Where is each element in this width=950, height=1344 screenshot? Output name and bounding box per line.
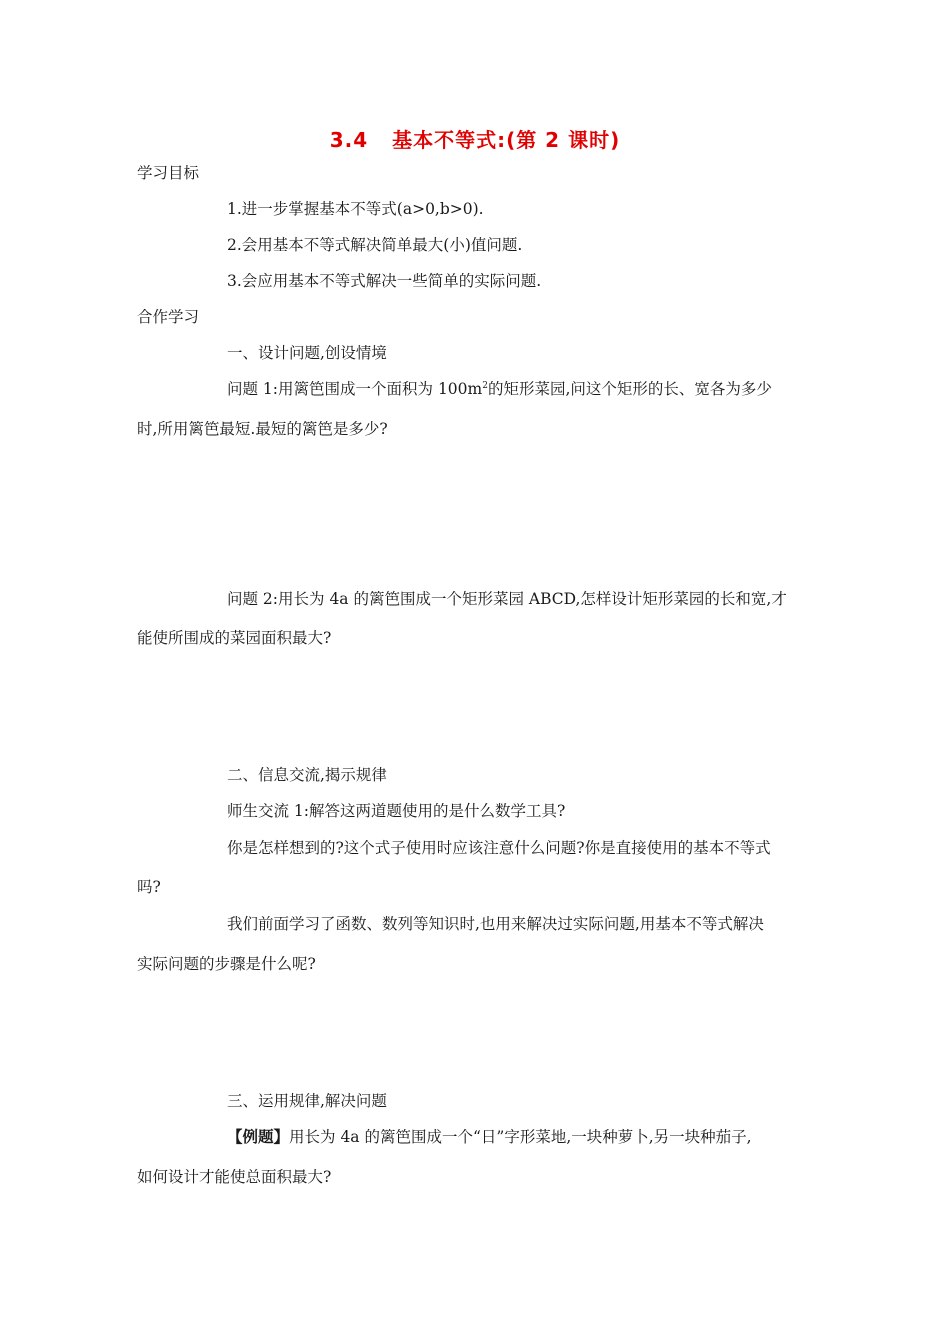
example-text: 用长为 4a 的篱笆围成一个“日”字形菜地,一块种萝卜,另一块种茄子,	[289, 1128, 752, 1146]
goal-item-1: 1.进一步掌握基本不等式(a>0,b>0).	[227, 200, 484, 218]
exchange-2-line-2: 吗?	[137, 878, 161, 896]
exchange-3-line-2: 实际问题的步骤是什么呢?	[137, 955, 316, 973]
part3-heading: 三、运用规律,解决问题	[227, 1092, 387, 1110]
example-label: 【例题】	[227, 1127, 290, 1146]
question-1-text-a: 问题 1:用篱笆围成一个面积为 100m	[227, 380, 483, 398]
question-1-text-b: 的矩形菜园,问这个矩形的长、宽各为多少	[487, 380, 772, 398]
example-line-2: 如何设计才能使总面积最大?	[137, 1168, 332, 1186]
question-2-line-1: 问题 2:用长为 4a 的篱笆围成一个矩形菜园 ABCD,怎样设计矩形菜园的长和宽,才	[227, 590, 787, 608]
part1-heading: 一、设计问题,创设情境	[227, 344, 387, 362]
part2-heading: 二、信息交流,揭示规律	[227, 766, 387, 784]
question-2-line-2: 能使所围成的菜园面积最大?	[137, 629, 332, 647]
goals-heading: 学习目标	[137, 164, 200, 182]
coop-heading: 合作学习	[137, 308, 200, 326]
question-1-line-1	[227, 379, 772, 399]
exchange-2-line-1: 你是怎样想到的?这个式子使用时应该注意什么问题?你是直接使用的基本不等式	[227, 839, 771, 857]
question-1-line-2: 时,所用篱笆最短.最短的篱笆是多少?	[137, 420, 388, 438]
squared-superscript: 2	[482, 380, 488, 391]
example-line-1	[227, 1127, 752, 1147]
exchange-1: 师生交流 1:解答这两道题使用的是什么数学工具?	[227, 802, 566, 820]
goal-item-2: 2.会用基本不等式解决简单最大(小)值问题.	[227, 236, 523, 254]
exchange-3-line-1: 我们前面学习了函数、数列等知识时,也用来解决过实际问题,用基本不等式解决	[227, 915, 764, 933]
goal-item-3: 3.会应用基本不等式解决一些简单的实际问题.	[227, 272, 542, 290]
page-title: 3.4 基本不等式:(第 2 课时)	[329, 128, 621, 152]
